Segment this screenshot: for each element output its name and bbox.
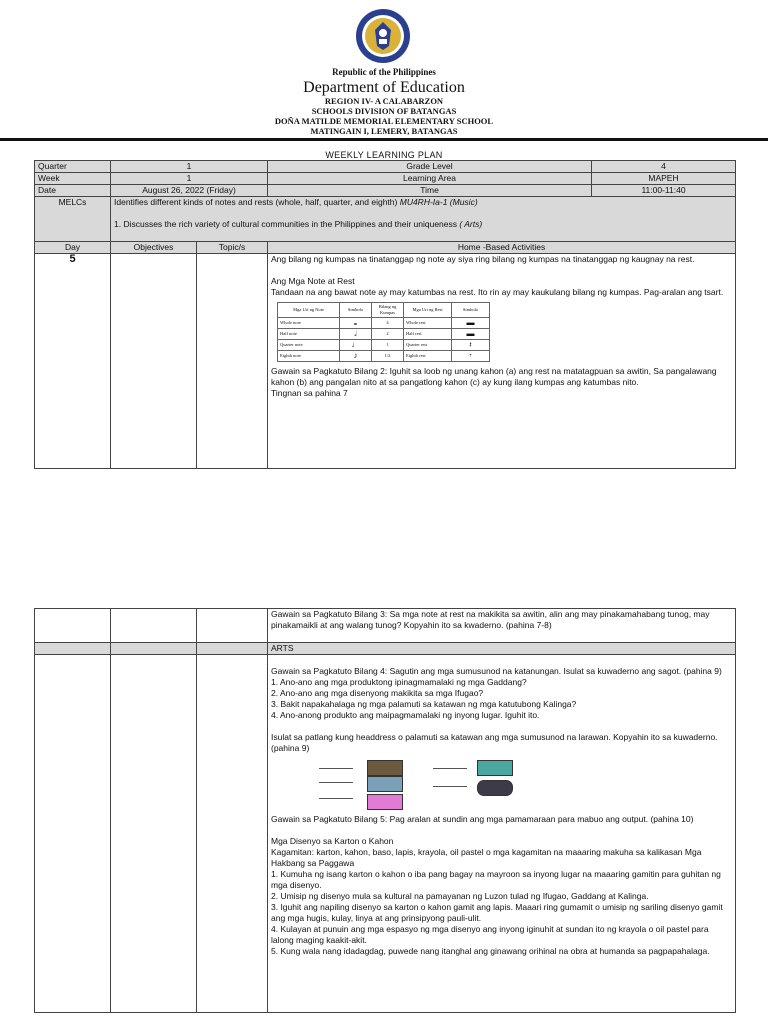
quarter-note-icon: ♩ — [340, 340, 372, 351]
eighth-note-icon: ♪ — [340, 351, 372, 362]
answer-blank — [319, 782, 353, 783]
grade-value: 4 — [592, 161, 736, 173]
picture-set — [271, 754, 732, 814]
date-value: August 26, 2022 (Friday) — [111, 185, 268, 197]
melc1-text: Identifies different kinds of notes and rests (whole, half, quarter, and eighth) — [114, 197, 398, 207]
step: 1. Kumuha ng isang karton o kahon o iba pang bagay na mayroon sa inyong lugar na maaaring gamitin para guhitan ng mga disenyo. — [271, 869, 721, 890]
day-number: 5 — [35, 254, 111, 469]
note-name: Quarter note — [278, 340, 340, 351]
activity-text: Tingnan sa pahina 7 — [271, 388, 348, 398]
half-note-icon: 𝅗𝅥 — [340, 329, 372, 340]
gray-cell — [111, 643, 197, 655]
day-cell — [35, 655, 111, 1013]
quarter-rest-icon: 𝄽 — [452, 340, 490, 351]
melc1-code: MU4RH-Ia-1 (Music) — [399, 197, 478, 207]
arts-header: ARTS — [268, 643, 736, 655]
step: 3. Iguhit ang napiling disenyo sa karton o kahon gamit ang lapis. Maaari ring gumamit o umisip ng sariling disenyo gamit ang mga hugis, kulay, linya at ang prinsipyong pauli-ulit. — [271, 902, 723, 923]
deped-seal-logo — [355, 8, 411, 64]
school-line: DOÑA MATILDE MEMORIAL ELEMENTARY SCHOOL — [274, 116, 494, 126]
whole-note-icon: 𝅝 — [340, 318, 372, 329]
plan-title: WEEKLY LEARNING PLAN — [325, 150, 443, 160]
step: 4. Kulayan at punuin ang mga espasyo ng mga disenyo ang inyong iginuhit at sundan ito ng krayola o oil pastel para lalong maging kaakit-akit. — [271, 924, 709, 945]
plan-table-page1 — [34, 160, 736, 469]
department-title: Department of Education — [303, 79, 465, 96]
chart-header: Simbolo — [452, 303, 490, 318]
beat-count: 2 — [372, 329, 404, 340]
note-rest-chart — [277, 302, 490, 362]
rest-name: Quarter rest — [404, 340, 452, 351]
grade-label: Grade Level — [268, 161, 592, 173]
objectives-cell — [111, 655, 197, 1013]
step: 2. Umisip ng disenyo mula sa kultural na pamayanan ng Luzon tulad ng Ifugao, Gaddang at Kalinga. — [271, 891, 649, 901]
melc2-text: 1. Discusses the rich variety of cultural communities in the Philippines and their uniqueness — [114, 219, 458, 229]
activities-cell — [268, 254, 736, 469]
plan-table-page2 — [34, 608, 736, 1013]
melcs-content — [111, 197, 736, 242]
time-value: 11:00-11:40 — [592, 185, 736, 197]
question: 2. Ano-ano ang mga disenyong makikita sa mga Ifugao? — [271, 688, 484, 698]
step: 5. Kung wala nang idadagdag, puwede nang itanghal ang ginawang orihinal na obra at humanda sa pagpapahalaga. — [271, 946, 710, 956]
topics-cell — [197, 254, 268, 469]
answer-blank — [433, 768, 467, 769]
objectives-cell — [111, 609, 197, 643]
question: 1. Ano-ano ang mga produktong ipinagmamalaki ng mga Gaddang? — [271, 677, 527, 687]
activity-cell — [268, 609, 736, 643]
half-rest-icon: ▬ — [452, 329, 490, 340]
division-line: SCHOOLS DIVISION OF BATANGAS — [311, 106, 457, 116]
beat-count: 1/2 — [372, 351, 404, 362]
col-topics: Topic/s — [197, 242, 268, 254]
date-label: Date — [35, 185, 111, 197]
week-label: Week — [35, 173, 111, 185]
activity-text: Gawain sa Pagkatuto Bilang 4: Sagutin ang mga sumusunod na katanungan. Isulat sa kuwaderno ang sagot. (pahina 9) — [271, 666, 722, 676]
activity-text: Tandaan na ang bawat note ay may katumbas na rest. Ito rin ay may kaukulang bilang ng kumpas. Pag-aralan ang tsart. — [271, 287, 724, 297]
activity-text: Isulat sa patlang kung headdress o palamuti sa katawan ang mga sumusunod na larawan. Kopyahin ito sa kuwaderno. (pahina 9) — [271, 732, 718, 753]
rest-name: Eighth rest — [404, 351, 452, 362]
question: 3. Bakit napakahalaga ng mga palamuti sa katawan ng mga katutubong Kalinga? — [271, 699, 577, 709]
activity-text: Gawain sa Pagkatuto Bilang 3: Sa mga note at rest na makikita sa awitin, alin ang may pinakamahabang tunog, may pinakamaikli at ang walang tunog? Kopyahin ito sa kwaderno. (pahina 7-8) — [271, 609, 710, 630]
note-name: Eighth note — [278, 351, 340, 362]
activity-heading: Ang Mga Note at Rest — [271, 276, 355, 286]
answer-blank — [319, 798, 353, 799]
chart-header: Simbolo — [340, 303, 372, 318]
col-activities: Home -Based Activities — [268, 242, 736, 254]
headdress-image — [367, 760, 403, 776]
ornament-image — [367, 794, 403, 810]
eighth-rest-icon: 𝄾 — [452, 351, 490, 362]
quarter-value: 1 — [111, 161, 268, 173]
activity-text: Ang bilang ng kumpas na tinatanggap ng note ay siya ring bilang ng kumpas na tinatanggap ng kaugnay na rest. — [271, 254, 695, 264]
note-name: Whole note — [278, 318, 340, 329]
rest-name: Half rest — [404, 329, 452, 340]
quarter-label: Quarter — [35, 161, 111, 173]
day-cell — [35, 609, 111, 643]
ornament-image — [477, 760, 513, 776]
region-line: REGION IV- A CALABARZON — [324, 96, 444, 106]
col-day: Day — [35, 242, 111, 254]
area-label: Learning Area — [268, 173, 592, 185]
chart-header: Bilang ng Kumpas — [372, 303, 404, 318]
arts-activity-cell — [268, 655, 736, 1013]
week-value: 1 — [111, 173, 268, 185]
chart-header: Mga Uri ng Note — [278, 303, 340, 318]
time-label: Time — [268, 185, 592, 197]
answer-blank — [319, 768, 353, 769]
melcs-label: MELCs — [35, 197, 111, 242]
objectives-cell — [111, 254, 197, 469]
note-name: Half note — [278, 329, 340, 340]
answer-blank — [433, 786, 467, 787]
rest-name: Whole rest — [404, 318, 452, 329]
question: 4. Ano-anong produkto ang maipagmamalaki ng inyong lugar. Iguhit ito. — [271, 710, 540, 720]
chart-header: Mga Uri ng Rest — [404, 303, 452, 318]
materials-text: Kagamitan: karton, kahon, baso, lapis, krayola, oil pastel o mga kagamitan na maaaring makuha sa kalikasan Mga Hakbang sa Paggawa — [271, 847, 702, 868]
topics-cell — [197, 609, 268, 643]
beat-count: 1 — [372, 340, 404, 351]
header-rule — [0, 138, 768, 141]
melc2-code: ( Arts) — [459, 219, 483, 229]
gray-cell — [35, 643, 111, 655]
whole-rest-icon: ▬ — [452, 318, 490, 329]
gray-cell — [197, 643, 268, 655]
address-line: MATINGAIN I, LEMERY, BATANGAS — [310, 126, 458, 136]
design-title: Mga Disenyo sa Karton o Kahon — [271, 836, 394, 846]
ornament-image — [367, 776, 403, 792]
republic-line: Republic of the Philippines — [332, 67, 436, 77]
headdress-image — [477, 780, 513, 796]
activity-text: Gawain sa Pagkatuto Bilang 2: Iguhit sa loob ng unang kahon (a) ang rest na matatagpuan sa awitin, Sa pangalawang kahon (b) ang pangalan nito at sa pangatlong kahon (c) ay kung ilang kumpas ang katumbas nito. — [271, 366, 717, 387]
activity-text: Gawain sa Pagkatuto Bilang 5: Pag aralan at sundin ang mga pamamaraan para mabuo ang output. (pahina 10) — [271, 814, 694, 824]
area-value: MAPEH — [592, 173, 736, 185]
topics-cell — [197, 655, 268, 1013]
col-objectives: Objectives — [111, 242, 197, 254]
beat-count: 4 — [372, 318, 404, 329]
